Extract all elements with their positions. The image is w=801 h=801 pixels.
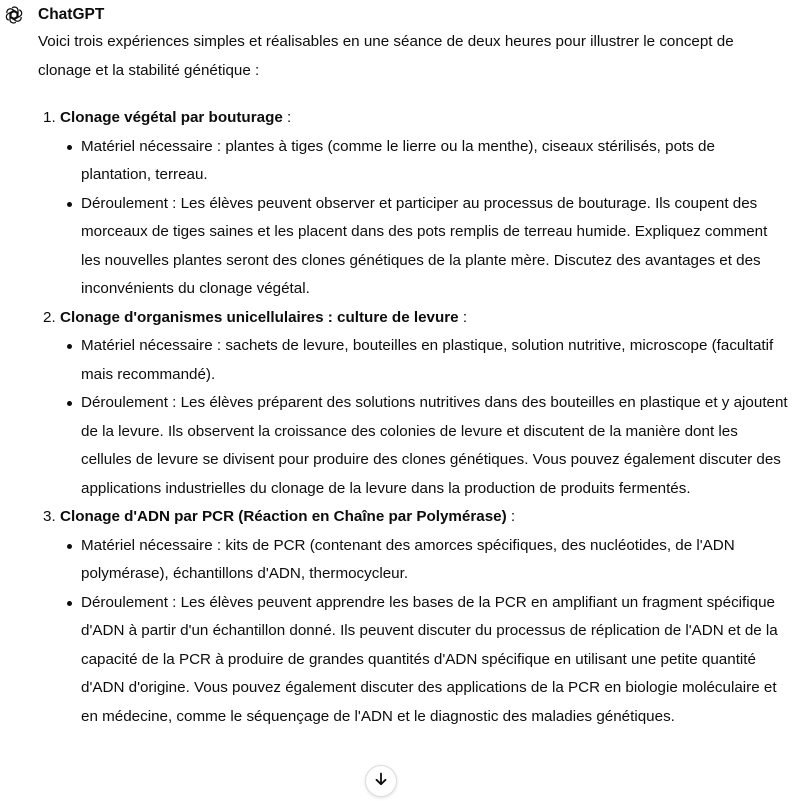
detail-text: Déroulement : Les élèves peuvent apprendre les bases de la PCR en amplifiant un fragment spécifique d'ADN à partir d'un échantillon donné. Ils peuvent discuter du processus de réplication de l'ADN et de la capacité de la PCR à produire de grandes quantités d'ADN spécifique en utilisant une petite quantité d'ADN d'origine. Vous pouvez également discuter des applications de la PCR en biologie moléculaire et en médecine, comme le séquençage de l'ADN et le diagnostic des maladies génétiques. bbox=[81, 593, 778, 725]
detail-text: Matériel nécessaire : sachets de levure, bouteilles en plastique, solution nutritive, microscope (facultatif mais recommandé). bbox=[81, 337, 774, 383]
detail-item bbox=[60, 332, 788, 389]
message-author: ChatGPT bbox=[38, 6, 105, 23]
detail-text: Matériel nécessaire : plantes à tiges (comme le lierre ou la menthe), ciseaux stérilisés, pots de plantation, terreau. bbox=[81, 137, 715, 183]
bullet-dot bbox=[67, 544, 72, 549]
bullet-dot bbox=[67, 401, 72, 406]
experiment-title: Clonage d'organismes unicellulaires : culture de levure bbox=[60, 308, 459, 326]
detail-text: Matériel nécessaire : kits de PCR (contenant des amorces spécifiques, des nucléotides, de l'ADN polymérase), échantillons d'ADN, thermocycleur. bbox=[81, 536, 735, 582]
experiment-title: Clonage d'ADN par PCR (Réaction en Chaîne par Polymérase) bbox=[60, 508, 507, 525]
list-number: 1. bbox=[43, 109, 56, 126]
scroll-to-bottom-button[interactable] bbox=[365, 765, 397, 797]
detail-list bbox=[60, 532, 788, 732]
message-intro: Voici trois expériences simples et réalisables en une séance de deux heures pour illustrer le concept de clonage et la stabilité génétique : bbox=[38, 33, 734, 79]
detail-text: Déroulement : Les élèves préparent des solutions nutritives dans des bouteilles en plastique et y ajoutent de la levure. Ils observent la croissance des colonies de levure et discutent de la manière dont les cellules de levure se divisent pour produire des clones génétiques. Vous pouvez également discuter des applications industrielles du clonage de la levure dans la production de produits fermentés. bbox=[81, 394, 788, 497]
bullet-dot bbox=[67, 601, 72, 606]
detail-list bbox=[60, 332, 788, 503]
list-number: 2. bbox=[43, 308, 56, 326]
list-number: 3. bbox=[43, 508, 56, 525]
title-suffix: : bbox=[506, 508, 516, 525]
openai-logo-icon bbox=[4, 5, 24, 25]
bullet-dot bbox=[67, 145, 72, 150]
list-item bbox=[38, 304, 788, 504]
bullet-dot bbox=[67, 202, 72, 207]
detail-item bbox=[60, 133, 788, 190]
message-body bbox=[38, 28, 788, 731]
title-suffix: : bbox=[458, 308, 468, 326]
experiment-title: Clonage végétal par bouturage bbox=[60, 109, 283, 126]
arrow-down-icon bbox=[373, 771, 389, 791]
list-item bbox=[38, 503, 788, 731]
detail-item bbox=[60, 532, 788, 589]
detail-item bbox=[60, 389, 788, 503]
bullet-dot bbox=[67, 344, 72, 349]
detail-item bbox=[60, 589, 788, 732]
detail-text: Déroulement : Les élèves peuvent observer et participer au processus de bouturage. Ils coupent des morceaux de tiges saines et les placent dans des pots remplis de terreau humide. Expliquez comment les nouvelles plantes seront des clones génétiques de la plante mère. Discutez des avantages et des inconvénients du clonage végétal. bbox=[81, 194, 768, 297]
experiment-list bbox=[38, 104, 788, 731]
detail-item bbox=[60, 190, 788, 304]
detail-list bbox=[60, 133, 788, 304]
list-item bbox=[38, 104, 788, 304]
title-suffix: : bbox=[282, 109, 292, 126]
